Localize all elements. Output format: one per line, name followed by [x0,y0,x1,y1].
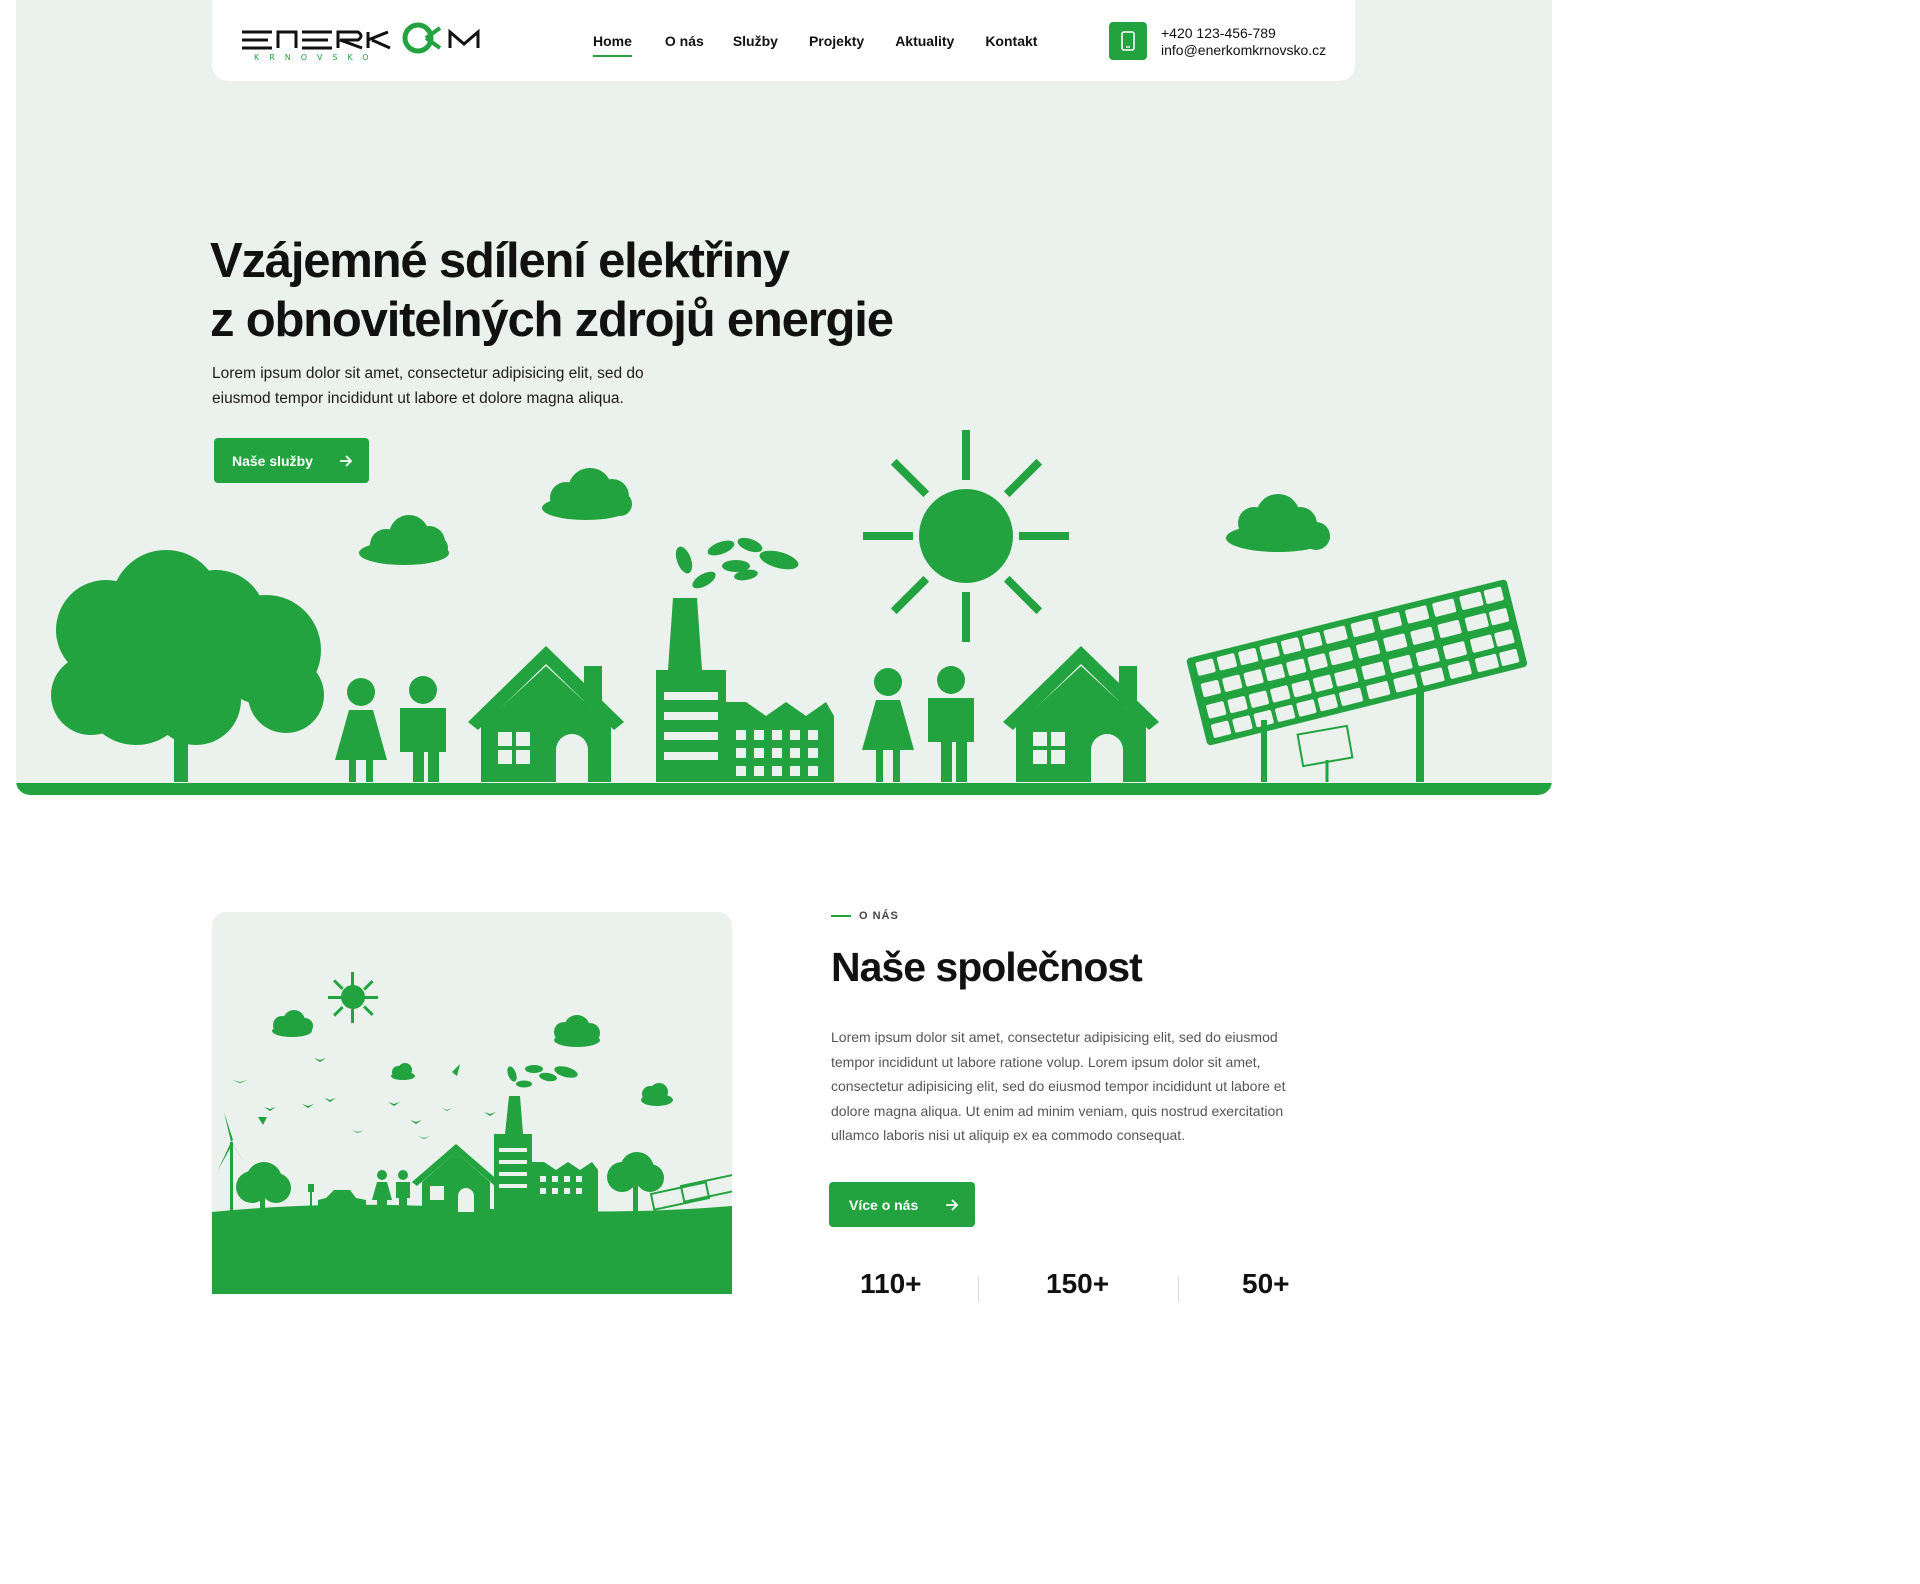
stat-value: 150+ [1046,1268,1110,1299]
hero-description [212,361,712,411]
logo[interactable] [240,14,490,64]
tree-icon [607,1152,664,1212]
house-icon [1003,646,1159,782]
nav-aktuality[interactable]: Aktuality [895,33,955,49]
svg-text:KRNOVSKO: KRNOVSKO [254,53,379,62]
about-title: Naše společnost [831,944,1142,990]
person-icon [400,676,446,782]
about-button-label: Více o nás [849,1196,919,1213]
cloud-icon [542,468,632,520]
eco-city-illustration [212,912,732,1294]
nav-kontakt[interactable]: Kontakt [985,33,1038,49]
ground-strip [16,783,1552,795]
stat-divider [1178,1276,1179,1302]
contact-phone[interactable]: +420 123-456-789 [1161,25,1276,41]
main-nav [593,33,1037,49]
stat-divider [978,1276,979,1302]
house-icon [412,1144,500,1212]
tree-icon [236,1162,291,1214]
person-icon [862,668,914,782]
hero-title-line2: z obnovitelných zdrojů energie [210,293,893,347]
hero-text-line2: eiusmod tempor incididunt ut labore et dolore magna aliqua. [212,390,624,407]
stat-value: 50+ [1242,1268,1290,1299]
about-text: Lorem ipsum dolor sit amet, consectetur adipisicing elit, sed do eiusmod tempor incididunt ut labore ratione volup. Lorem ipsum dolor sit amet, consectetur adipisicing elit, sed do eiusmod tempor incididunt ut labore et dolore magna aliqua. Ut enim ad minim veniam, quis nostrud exercitation ullamco laboris nisi ut aliquip ex ea commodo consequat. [831,1029,1286,1143]
cloud-icon [554,1015,600,1047]
sun-icon [863,430,1069,642]
stats-row [832,1268,1332,1308]
contact-info [1161,25,1326,59]
sun-icon [328,972,378,1023]
house-icon [468,646,624,782]
tree-icon [51,550,324,782]
section-kicker [831,910,899,922]
cloud-icon [1226,494,1330,552]
arrow-right-icon [945,1199,959,1211]
nav-o-nas[interactable]: O nás [664,33,704,49]
hero-text-line1: Lorem ipsum dolor sit amet, consectetur adipisicing elit, sed do [212,365,644,382]
hero-title [210,232,1010,350]
cloud-icon [641,1083,673,1106]
nav-home[interactable]: Home [593,33,632,49]
solar-panel-icon [1186,579,1528,782]
kicker-label: O NÁS [859,910,899,922]
about-illustration [212,912,732,1294]
leaf-icon [673,535,801,592]
nav-sluzby[interactable]: Služby [732,33,778,49]
services-button-label: Naše služby [232,452,313,469]
person-icon [928,666,974,782]
contact-email[interactable]: info@enerkomkrnovsko.cz [1161,42,1327,58]
arrow-right-icon [339,455,353,467]
header-bar [212,0,1355,81]
cloud-icon [359,515,449,565]
services-button[interactable] [214,438,369,483]
cloud-icon [391,1063,415,1080]
factory-icon [494,1064,598,1212]
factory-icon [656,535,834,782]
kicker-line [831,915,851,917]
logo-mark-icon [240,14,490,64]
about-button[interactable] [829,1182,975,1227]
nav-projekty[interactable]: Projekty [808,33,865,49]
phone-icon[interactable] [1109,22,1147,60]
cloud-icon [272,1010,313,1037]
stat-value: 110+ [860,1268,922,1299]
hero-title-line1: Vzájemné sdílení elektřiny [210,234,789,288]
person-icon [335,678,387,782]
bird-icon [232,1058,496,1139]
